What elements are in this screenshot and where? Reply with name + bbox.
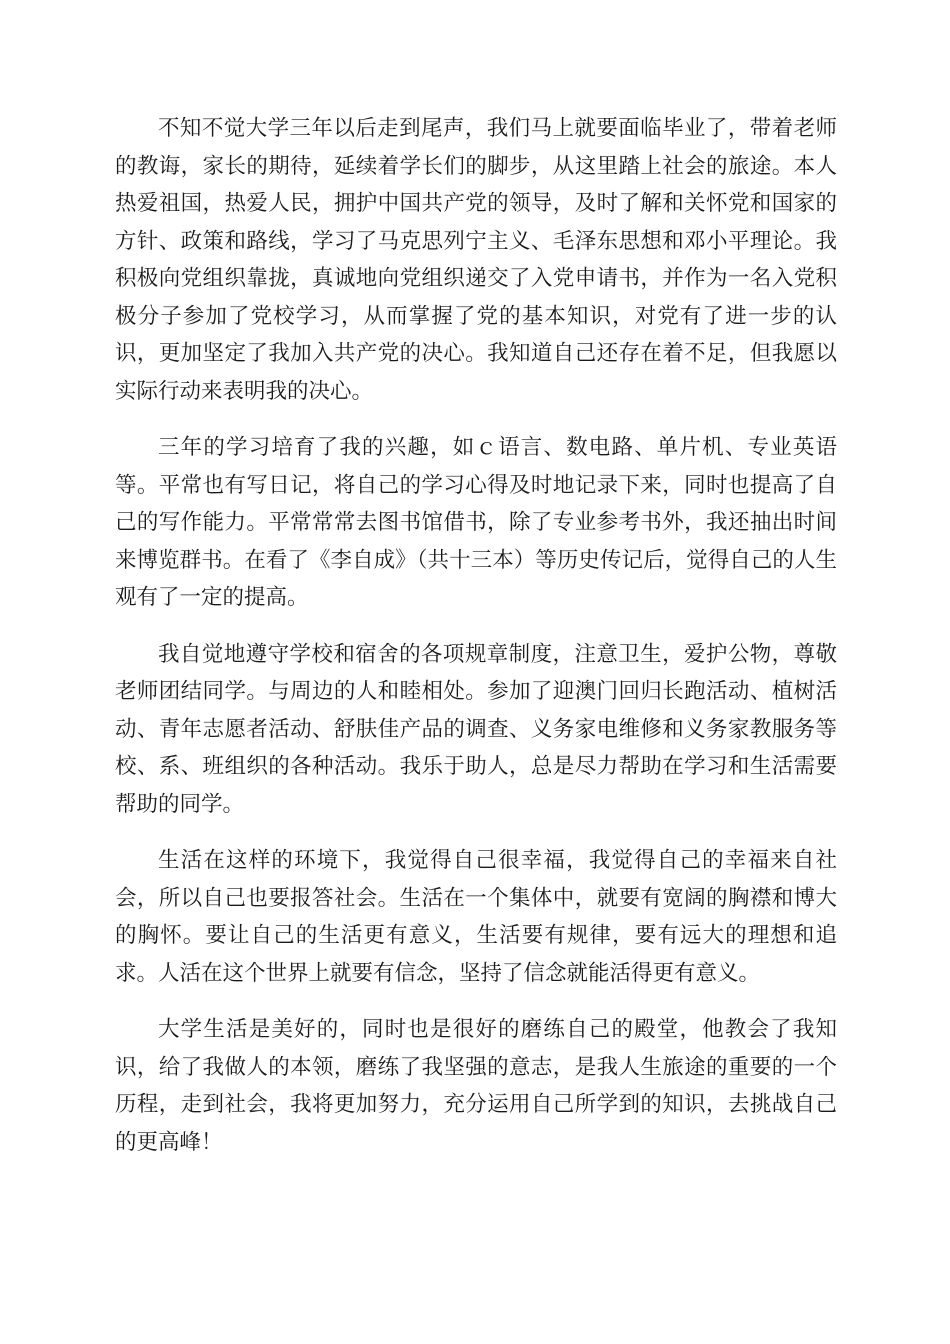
paragraph-4: 生活在这样的环境下，我觉得自己很幸福，我觉得自己的幸福来自社会，所以自己也要报答社会。生活在一个集体中，就要有宽阔的胸襟和博大的胸怀。要让自己的生活更有意义，生活要有规律，要有远大的理想和追求。人活在这个世界上就要有信念，坚持了信念就能活得更有意义。 [115,848,837,986]
paragraph-5: 大学生活是美好的，同时也是很好的磨练自己的殿堂，他教会了我知识，给了我做人的本领，磨练了我坚强的意志，是我人生旅途的重要的一个历程，走到社会，我将更加努力，充分运用自己所学到的知识，去挑战自己的更高峰！ [115,1017,837,1155]
paragraph-2: 三年的学习培育了我的兴趣，如ｃ语言、数电路、单片机、专业英语等。平常也有写日记，将自己的学习心得及时地记录下来，同时也提高了自己的写作能力。平常常常去图书馆借书，除了专业参考书外，我还抽出时间来博览群书。在看了《李自成》（共十三本）等历史传记后，觉得自己的人生观有了一定的提高。 [115,435,837,610]
paragraph-1: 不知不觉大学三年以后走到尾声，我们马上就要面临毕业了，带着老师的教诲，家长的期待，延续着学长们的脚步，从这里踏上社会的旅途。本人热爱祖国，热爱人民，拥护中国共产党的领导，及时了解和关怀党和国家的方针、政策和路线，学习了马克思列宁主义、毛泽东思想和邓小平理论。我积极向党组织靠拢，真诚地向党组织递交了入党申请书，并作为一名入党积极分子参加了党校学习，从而掌握了党的基本知识，对党有了进一步的认识，更加坚定了我加入共产党的决心。我知道自己还存在着不足，但我愿以实际行动来表明我的决心。 [115,116,837,404]
document-body [115,110,837,1180]
paragraph-3: 我自觉地遵守学校和宿舍的各项规章制度，注意卫生，爱护公物，尊敬老师团结同学。与周边的人和睦相处。参加了迎澳门回归长跑活动、植树活动、青年志愿者活动、舒肤佳产品的调查、义务家电维修和义务家教服务等校、系、班组织的各种活动。我乐于助人，总是尽力帮助在学习和生活需要帮助的同学。 [115,641,837,817]
